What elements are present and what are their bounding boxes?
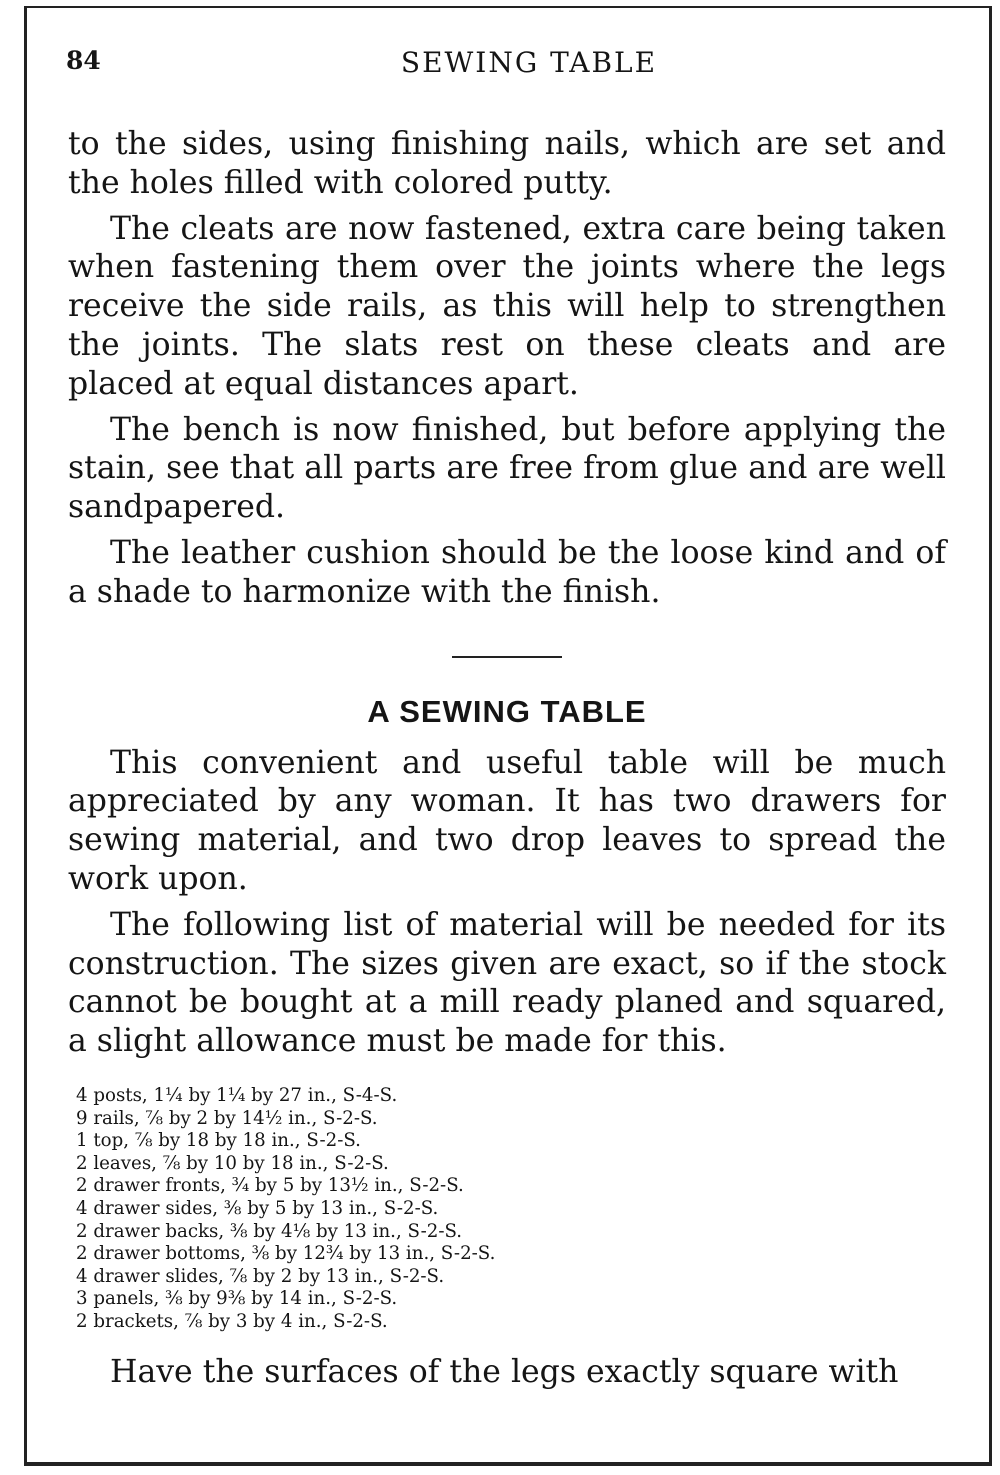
paragraph-cleats: The cleats are now fastened, extra care being taken when fastening them over the joints where the legs receive the side rails, as this will help to strengthen the joints. The slats rest on these cleats and are placed at equal distances apart.	[68, 210, 946, 402]
material-item: 4 drawer sides, ⅜ by 5 by 13 in., S-2-S.	[76, 1197, 439, 1219]
material-item: 2 drawer bottoms, ⅜ by 12¾ by 13 in., S-2-S.	[76, 1243, 496, 1265]
page-body	[68, 125, 946, 1399]
section-title: A SEWING TABLE	[367, 693, 647, 729]
paragraph-material-note: The following list of material will be needed for its construction. The sizes given are exact, so if the stock cannot be bought at a mill ready planed and squared, a slight allowance must be made for this.	[68, 906, 946, 1060]
materials-list	[76, 1085, 946, 1334]
material-item: 2 leaves, ⅞ by 10 by 18 in., S-2-S.	[76, 1152, 389, 1174]
material-item: 2 drawer fronts, ¾ by 5 by 13½ in., S-2-S.	[76, 1175, 464, 1197]
material-item: 2 drawer backs, ⅜ by 4⅛ by 13 in., S-2-S.	[76, 1220, 463, 1242]
paragraph-closing-line: Have the surfaces of the legs exactly square with	[110, 1354, 899, 1391]
running-head: SEWING TABLE	[400, 46, 658, 79]
material-item: 9 rails, ⅞ by 2 by 14½ in., S-2-S.	[76, 1107, 378, 1129]
page-header	[66, 46, 956, 86]
paragraph-continued: to the sides, using finishing nails, which are set and the holes filled with colored putty.	[68, 126, 946, 201]
material-item: 4 posts, 1¼ by 1¼ by 27 in., S-4-S.	[76, 1084, 398, 1106]
material-item: 3 panels, ⅜ by 9⅜ by 14 in., S-2-S.	[76, 1288, 398, 1310]
material-item: 1 top, ⅞ by 18 by 18 in., S-2-S.	[76, 1130, 361, 1152]
page-number: 84	[66, 46, 101, 75]
section-divider	[452, 656, 562, 658]
material-item: 4 drawer slides, ⅞ by 2 by 13 in., S-2-S.	[76, 1265, 445, 1287]
paragraph-leather-cushion: The leather cushion should be the loose kind and of a shade to harmonize with the finish.	[68, 534, 946, 610]
paragraph-intro: This convenient and useful table will be much appreciated by any woman. It has two drawers for sewing material, and two drop leaves to spread the work upon.	[68, 744, 946, 897]
paragraph-bench-finished: The bench is now finished, but before applying the stain, see that all parts are free from glue and are well sandpapered.	[68, 411, 946, 526]
material-item: 2 brackets, ⅞ by 3 by 4 in., S-2-S.	[76, 1310, 388, 1332]
